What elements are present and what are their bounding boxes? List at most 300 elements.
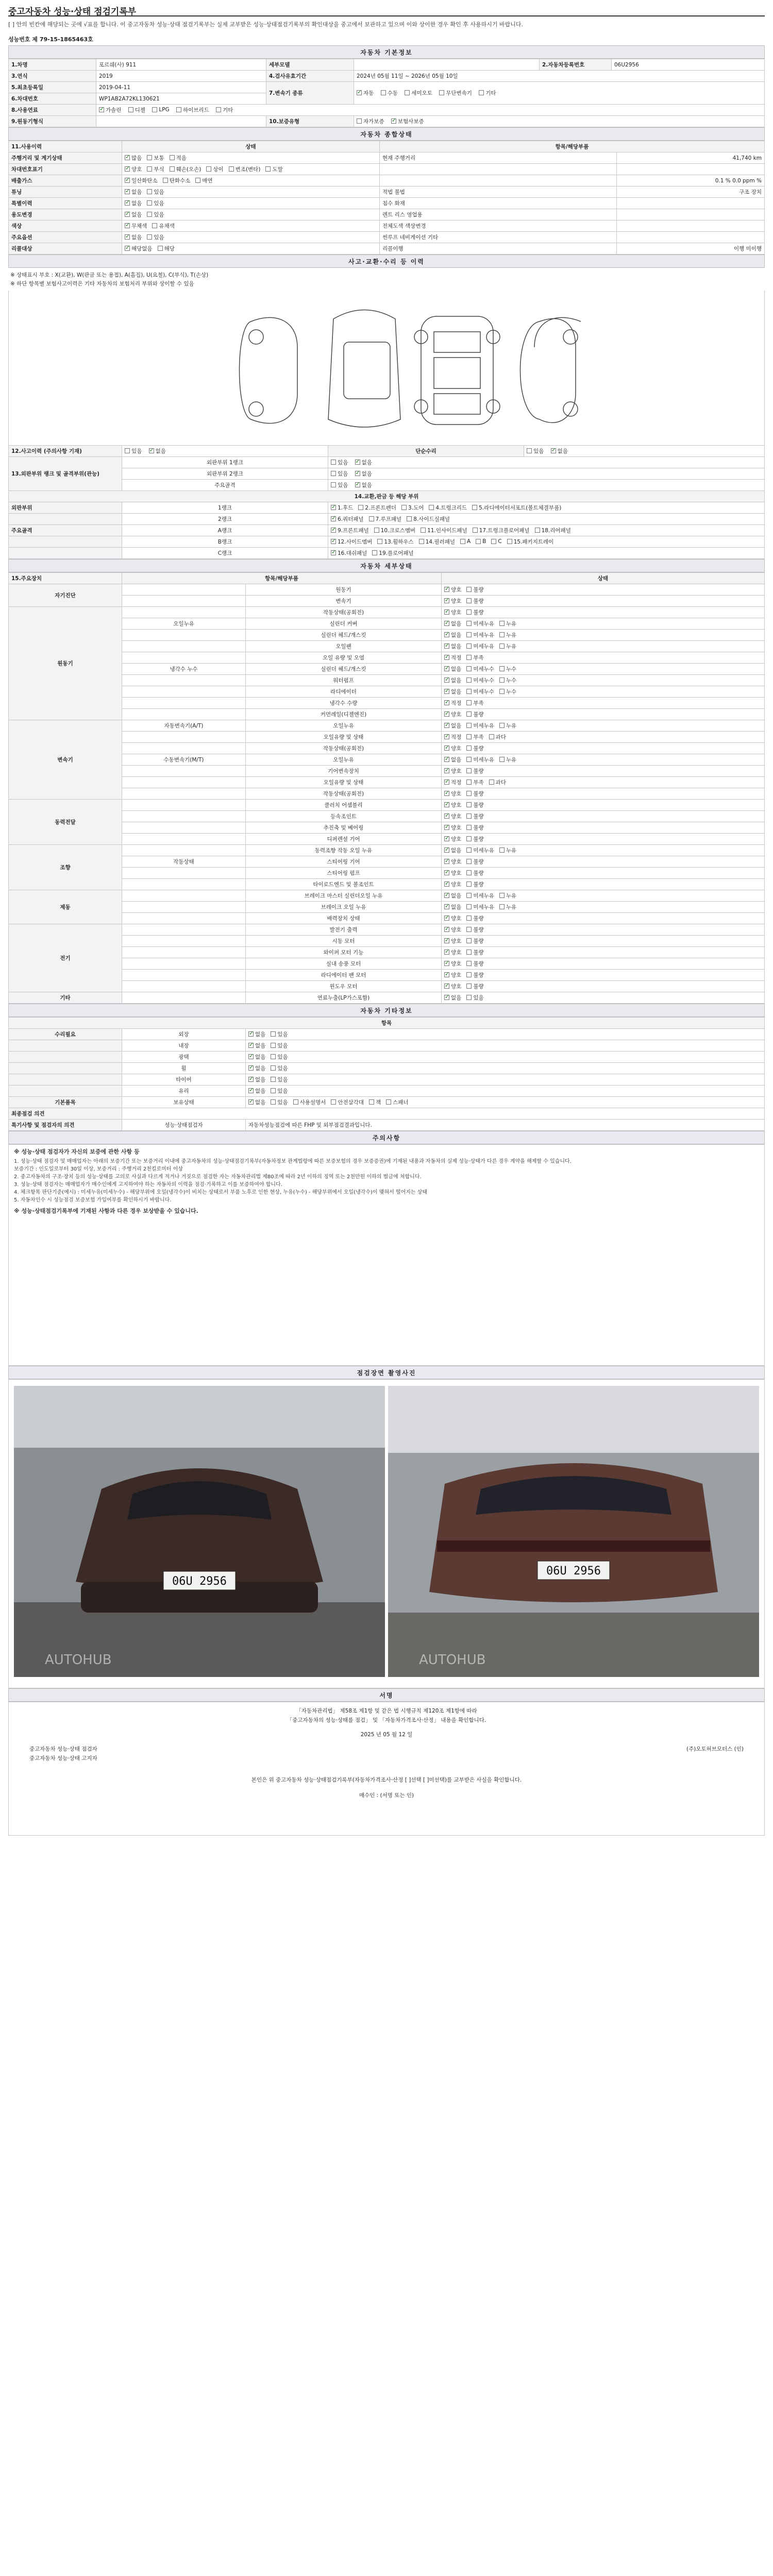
detail-state [442,902,765,913]
detail-state-checkbox[interactable] [444,756,461,764]
detail-state-checkbox[interactable] [444,982,461,990]
overall-row-state-checkbox[interactable] [163,177,191,184]
other-state-checkbox[interactable] [271,1076,288,1083]
overall-row-state [122,164,380,175]
car-front-image-1 [14,1386,385,1677]
detail-state-checkbox[interactable] [444,892,461,900]
detail-state-checkbox[interactable] [489,733,506,741]
parts-items-text: 10.크로스멤버 [380,527,416,534]
simple-no-checkbox[interactable]: ✓ 없음 [551,447,568,455]
detail-row [9,720,765,732]
detail-state-checkbox[interactable] [444,994,461,1002]
caution-line-4: 3. 성능·상태 점검자는 매매업자가 매수인에게 고지하여야 하는 자동차의 이력을 점검·기록하고 이를 보증하여야 합니다. [14,1182,282,1188]
overall-row-state-checkbox[interactable] [147,154,164,162]
parts-items-checkbox[interactable] [421,527,467,534]
detail-state-text: 불량 [473,745,484,752]
other-state-checkbox[interactable] [271,1030,288,1038]
detail-state-checkbox[interactable] [499,722,516,730]
document-title: 중고자동차 성능·상태 점검기록부 [8,0,765,16]
overall-row-state-checkbox[interactable] [125,199,142,207]
detail-row [9,902,765,913]
detail-state-checkbox[interactable] [444,948,461,956]
detail-sub [122,913,246,924]
overall-row-state-checkbox[interactable] [147,199,164,207]
detail-state-checkbox[interactable] [444,722,461,730]
parts-items-checkbox[interactable] [491,538,501,545]
parts-rank: B랭크 [122,536,328,548]
detail-state-checkbox[interactable] [466,676,494,684]
other-item: 유리 [122,1086,246,1097]
detail-state-checkbox[interactable] [466,620,494,628]
detail-state-checkbox[interactable] [444,688,461,696]
trans-cvt-checkbox[interactable]: 무단변속기 [439,89,472,97]
overall-row-state-checkbox[interactable] [147,211,164,218]
detail-row [9,811,765,822]
detail-state-checkbox[interactable] [466,858,483,866]
overall-row-state-checkbox[interactable] [125,154,142,162]
detail-state-checkbox[interactable] [444,631,461,639]
detail-state-checkbox[interactable] [466,880,483,888]
detail-item: 냉각수 수량 [246,698,442,709]
detail-row [9,992,765,1004]
detail-state-checkbox[interactable] [466,586,483,594]
detail-state-checkbox[interactable] [444,960,461,968]
other-state-checkbox[interactable] [248,1042,265,1049]
detail-state-checkbox[interactable] [499,903,516,911]
detail-state-text: 불량 [473,836,484,842]
rank1-yes-checkbox[interactable]: 있음 [331,459,348,466]
detail-state-checkbox[interactable] [466,926,483,934]
overall-row-state-text: 무채색 [131,223,147,229]
buyer-sign[interactable]: 매수인 : (서명 또는 인) [359,1792,414,1799]
other-state-checkbox[interactable] [386,1098,408,1106]
other-state-checkbox[interactable] [271,1064,288,1072]
detail-state-checkbox[interactable] [466,892,494,900]
parts-items-checkbox[interactable] [429,504,467,512]
detail-state [442,743,765,754]
opinion-value [122,1108,765,1120]
overall-row-value [617,232,765,243]
detail-sub [122,981,246,992]
parts-items-text: 4.트렁크리드 [435,504,467,511]
fuel-lpg-checkbox[interactable]: LPG [152,107,169,113]
detail-state-text: 없음 [451,643,462,650]
detail-item: 오일누유 [246,754,442,766]
detail-state-checkbox[interactable] [444,699,461,707]
detail-state-checkbox[interactable] [444,654,461,662]
other-state-text: 없음 [255,1099,266,1106]
other-state-checkbox[interactable] [293,1098,326,1106]
parts-side [9,548,122,559]
detail-state-checkbox[interactable] [466,654,483,662]
detail-state-checkbox[interactable] [444,586,461,594]
other-state-checkbox[interactable] [248,1053,265,1061]
parts-items-text: 11.인사이드패널 [427,527,467,534]
detail-major: 원동기 [9,607,122,720]
detail-state-checkbox[interactable] [444,790,461,798]
detail-state-text: 양호 [451,790,462,797]
detail-state-text: 양호 [451,598,462,604]
detail-state-text: 부족 [473,700,484,706]
detail-state-checkbox[interactable] [499,665,516,673]
caution-line-5: 4. 체크항목 판단기준(예시) : 미세누유(미세누수) - 해당부위에 오일(냉각수)이 비치는 상태로서 부품 노후로 인한 현상, 누유(누수) - 해당부위에서 오일(냉각수)이 맺혀서 떨어지는 상태 [14,1190,428,1195]
detail-sub [122,992,246,1004]
detail-item: 실린더 헤드/개스킷 [246,664,442,675]
detail-sub [122,958,246,970]
overall-row-state-checkbox[interactable] [125,233,142,241]
detail-state-checkbox[interactable] [499,631,516,639]
fuel-gasoline-checkbox[interactable]: ✓ 가솔린 [99,106,121,114]
other-state-checkbox[interactable] [248,1076,265,1083]
detail-state-text: 미세누유 [473,620,494,627]
detail-state-checkbox[interactable] [466,642,494,650]
overall-row-state [122,221,380,232]
simple-yes-checkbox[interactable]: 있음 [527,447,544,455]
other-state [246,1052,765,1063]
detail-state-checkbox[interactable] [444,665,461,673]
detail-state-text: 불량 [473,768,484,774]
other-state-checkbox[interactable] [248,1030,265,1038]
detail-state-checkbox[interactable] [444,914,461,922]
accident-yes-checkbox[interactable]: 있음 [125,447,142,455]
trans-semi-checkbox[interactable]: 세미오토 [405,89,432,97]
detail-state-checkbox[interactable] [444,858,461,866]
inspector-value: (주)오토허브모터스 (인) [686,1746,744,1752]
detail-row [9,743,765,754]
detail-state-checkbox[interactable] [444,824,461,832]
detail-state-checkbox[interactable] [466,688,494,696]
detail-state-checkbox[interactable] [499,688,516,696]
detail-item: 타이로드엔드 및 볼조인트 [246,879,442,890]
overall-row-state-checkbox[interactable] [125,177,158,184]
parts-items-checkbox[interactable] [331,549,367,557]
detail-row [9,675,765,686]
overall-row-state-text: 매연 [202,177,213,184]
detail-sub [122,879,246,890]
detail-state-checkbox[interactable] [466,699,483,707]
other-state-checkbox[interactable] [248,1064,265,1072]
overall-row-state-checkbox[interactable] [125,188,142,196]
detail-state-text: 불량 [473,870,484,876]
special-sub: 성능·상태점검자 [122,1120,246,1131]
overall-row-state-checkbox[interactable] [125,211,142,218]
detail-state [442,924,765,936]
detail-state-checkbox[interactable] [466,801,483,809]
fuel-other-checkbox[interactable]: 기타 [216,106,233,114]
detail-state-checkbox[interactable] [444,767,461,775]
detail-sub [122,698,246,709]
parts-items-checkbox[interactable] [460,538,470,545]
detail-sub [122,596,246,607]
guarantee-self-checkbox[interactable]: 자가보증 [357,117,384,125]
other-state-text: 있음 [277,1076,288,1083]
other-state-checkbox[interactable] [271,1053,288,1061]
overall-row-value: 구조 장치 [617,187,765,198]
detail-state-text: 미세누유 [473,643,494,650]
detail-state-checkbox[interactable] [499,642,516,650]
other-state-checkbox[interactable] [331,1098,364,1106]
trans-manual-checkbox[interactable]: 수동 [381,89,398,97]
detail-state-checkbox[interactable] [466,960,483,968]
detail-state-text: 누유 [506,904,517,910]
overall-row-state-checkbox[interactable] [265,165,282,173]
other-row [9,1040,765,1052]
overall-row-state-checkbox[interactable] [158,245,175,252]
guarantee-insurance-checkbox[interactable]: ✓ 보험사보증 [391,117,424,125]
detail-state-checkbox[interactable] [466,710,483,718]
guarantee-label: 10.보증유형 [266,116,354,127]
detail-sub [122,788,246,800]
detail-state-checkbox[interactable] [499,620,516,628]
rank2-yes-checkbox[interactable]: 있음 [331,470,348,478]
parts-items-checkbox[interactable] [473,527,530,534]
trans-auto-checkbox[interactable]: ✓ 자동 [357,89,374,97]
detail-state-checkbox[interactable] [444,801,461,809]
overall-row-state-checkbox[interactable] [147,188,164,196]
overall-row-state-text: 있음 [154,234,164,241]
detail-state-checkbox[interactable] [444,869,461,877]
detail-state-checkbox[interactable] [444,710,461,718]
vehicle-number-value: 06U2956 [612,59,765,71]
detail-state-checkbox[interactable] [466,756,494,764]
detail-state-checkbox[interactable] [466,869,483,877]
year-label: 3.연식 [9,71,96,82]
parts-items-checkbox[interactable] [331,527,369,534]
other-state-checkbox[interactable] [271,1042,288,1049]
detail-state-text: 적정 [451,700,462,706]
detail-state-checkbox[interactable] [466,733,483,741]
detail-item: 스티어링 기어 [246,856,442,868]
parts-items-checkbox[interactable] [374,527,415,534]
detail-state-checkbox[interactable] [444,620,461,628]
detail-item: 발전기 출력 [246,924,442,936]
parts-items-checkbox[interactable] [507,538,554,546]
detail-state-text: 미세누수 [473,688,494,695]
detail-state-checkbox[interactable] [499,676,516,684]
overall-row-state-checkbox[interactable] [229,165,261,173]
section-signature-title: 서명 [8,1688,765,1702]
detail-state-checkbox[interactable] [466,824,483,832]
detail-state-checkbox[interactable] [466,846,494,854]
detail-state-checkbox[interactable] [489,778,506,786]
detail-state-checkbox[interactable] [444,937,461,945]
frame-yes-checkbox[interactable]: 있음 [331,481,348,489]
watermark-2: AUTOHUB [419,1652,486,1668]
detail-state-checkbox[interactable] [444,846,461,854]
detail-state-checkbox[interactable] [466,722,494,730]
detail-state-checkbox[interactable] [466,597,483,605]
detail-state-text: 미세누수 [473,666,494,672]
parts-items-checkbox[interactable] [401,504,424,512]
other-state [246,1074,765,1086]
detail-state-checkbox[interactable] [444,778,461,786]
section-caution-title: 주의사항 [8,1131,765,1144]
parts-rank: 2랭크 [122,514,328,525]
detail-state-checkbox[interactable] [466,835,483,843]
overall-row [9,232,765,243]
detail-sub [122,607,246,618]
detail-state-text: 양호 [451,983,462,990]
overall-row-state-checkbox[interactable] [147,233,164,241]
engine-type-value [96,116,266,127]
other-state-checkbox[interactable] [248,1098,265,1106]
detail-sub [122,868,246,879]
grade-label: 13.외판부위 랭크 및 골격부위(관능) [9,457,122,491]
detail-item: 동력조향 작동 오일 누유 [246,845,442,856]
detail-state-checkbox[interactable] [466,631,494,639]
detail-state-checkbox[interactable] [466,767,483,775]
overall-row-state-checkbox[interactable] [195,177,212,184]
parts-items-text: 13.휠하우스 [384,538,414,545]
detail-state [442,856,765,868]
parts-title: 14.교환,판금 등 해당 부위 [9,491,765,502]
detail-sub [122,845,246,856]
rank1-no-checkbox[interactable]: ✓ 없음 [355,459,372,466]
detail-state-checkbox[interactable] [444,903,461,911]
parts-items-checkbox[interactable] [331,515,364,523]
detail-state-checkbox[interactable] [466,937,483,945]
other-item: 내장 [122,1040,246,1052]
detail-item: 작동상태(공회전) [246,607,442,618]
detail-state-checkbox[interactable] [444,880,461,888]
detail-state-checkbox[interactable] [499,892,516,900]
parts-items-checkbox[interactable] [472,504,561,512]
detail-state-checkbox[interactable] [444,676,461,684]
overall-row-value: 이행 미이행 [617,243,765,255]
detail-state-checkbox[interactable] [466,608,483,616]
detail-state-checkbox[interactable] [466,914,483,922]
parts-items [328,514,765,525]
other-state-checkbox[interactable] [369,1098,381,1106]
detail-state-checkbox[interactable] [466,903,494,911]
detail-sub [122,641,246,652]
detail-state-checkbox[interactable] [444,642,461,650]
parts-items-text: 12.사이드멤버 [338,538,373,545]
detail-sub [122,777,246,788]
overall-row-state-checkbox[interactable] [125,165,142,173]
watermark-1: AUTOHUB [45,1652,112,1668]
overall-row-state-checkbox[interactable] [170,165,201,173]
parts-items-text: 15.패키지트레이 [513,538,554,545]
overall-row-state [122,232,380,243]
detail-state-checkbox[interactable] [444,597,461,605]
detail-item: 실린더 헤드/개스킷 [246,630,442,641]
fuel-hybrid-checkbox[interactable]: 하이브리드 [176,106,209,114]
detail-state-checkbox[interactable] [444,926,461,934]
detail-state-checkbox[interactable] [466,790,483,798]
detail-sub [122,947,246,958]
detail-row [9,788,765,800]
parts-items-checkbox[interactable] [372,549,413,557]
parts-items-checkbox[interactable] [369,515,402,523]
accident-no-checkbox[interactable]: ✓ 없음 [149,447,166,455]
overall-row-state-checkbox[interactable] [147,165,164,173]
detail-state-checkbox[interactable] [466,778,483,786]
detail-state-checkbox[interactable] [444,835,461,843]
detail-item: 작동상태(공회전) [246,788,442,800]
validity-value: 2024년 05월 11일 ~ 2026년 05월 10일 [354,71,765,82]
overall-row-state-checkbox[interactable] [125,245,153,252]
detail-state-checkbox[interactable] [466,744,483,752]
detail-state-text: 양호 [451,824,462,831]
detail-state-text: 양호 [451,870,462,876]
detail-state-text: 없음 [451,756,462,763]
other-state-text: 있음 [277,1099,288,1106]
detail-state-checkbox[interactable] [466,948,483,956]
parts-items-checkbox[interactable] [407,515,450,523]
detail-state-text: 미세누수 [473,677,494,684]
section-accident-title: 사고·교환·수리 등 이력 [8,255,765,268]
parts-items-checkbox[interactable] [419,538,455,546]
detail-item: 변속기 [246,596,442,607]
detail-head-state: 상태 [442,573,765,584]
overall-row-state-checkbox[interactable] [170,154,187,162]
detail-state [442,992,765,1004]
legend-line-1: ※ 상태표시 부호 : X(교환), W(판금 또는 용접), A(흠집), U(요철), C(부식), T(손상) [10,272,209,278]
detail-state [442,777,765,788]
fuel-diesel-checkbox[interactable]: 디젤 [128,106,145,114]
caution-line-2: 보증기간 : 인도일로부터 30일 이상, 보증거리 : 주행거리 2천킬로미터 이상 [14,1166,183,1172]
detail-state-checkbox[interactable] [444,608,461,616]
detail-state-checkbox[interactable] [466,665,494,673]
detail-state-checkbox[interactable] [499,846,516,854]
detail-row [9,766,765,777]
other-state-checkbox[interactable] [271,1087,288,1095]
detail-state-checkbox[interactable] [499,756,516,764]
detail-state-checkbox[interactable] [444,812,461,820]
overall-row-state-checkbox[interactable] [206,165,223,173]
detail-item: 라디에이터 팬 모터 [246,970,442,981]
overall-row-state-checkbox[interactable] [152,222,174,230]
overall-row-state-text: 일산화탄소 [131,177,158,184]
other-state-checkbox[interactable] [271,1098,288,1106]
detail-state-text: 불량 [473,802,484,808]
rank2-no-checkbox[interactable]: ✓ 없음 [355,470,372,478]
parts-items-checkbox[interactable] [476,538,486,545]
overall-row-detail: 적법 불법 [380,187,617,198]
detail-state-text: 누유 [506,756,517,763]
detail-state-checkbox[interactable] [466,971,483,979]
parts-items-checkbox[interactable] [358,504,396,512]
detail-state-checkbox[interactable] [466,994,483,1002]
frame-no-checkbox[interactable]: ✓ 없음 [355,481,372,489]
overall-row-state-checkbox[interactable] [125,222,147,230]
other-state-checkbox[interactable] [248,1087,265,1095]
parts-items-checkbox[interactable] [331,504,353,512]
overall-row-state-text: 해당없음 [131,245,153,252]
parts-items-text: 3.도어 [408,504,424,511]
detail-state-text: 양호 [451,586,462,593]
parts-side [9,514,122,525]
detail-item: 작동상태(공회전) [246,743,442,754]
trans-other-checkbox[interactable]: 기타 [479,89,496,97]
parts-items-checkbox[interactable] [377,538,413,546]
detail-state-checkbox[interactable] [466,812,483,820]
overall-row-value [617,164,765,175]
fuel-label: 8.사용연료 [9,105,96,116]
detail-state-checkbox[interactable] [444,971,461,979]
overall-row-detail: 썬루프 네비게이션 기타 [380,232,617,243]
detail-row [9,664,765,675]
detail-state-checkbox[interactable] [444,744,461,752]
parts-items-checkbox[interactable] [535,527,571,534]
detail-state-checkbox[interactable] [444,733,461,741]
notifier-label: 중고자동차 성능·상태 고지자 [29,1755,97,1761]
detail-state-checkbox[interactable] [466,982,483,990]
overall-row-detail [380,175,617,187]
parts-items-checkbox[interactable] [331,538,372,546]
detail-state-text: 불량 [473,790,484,797]
